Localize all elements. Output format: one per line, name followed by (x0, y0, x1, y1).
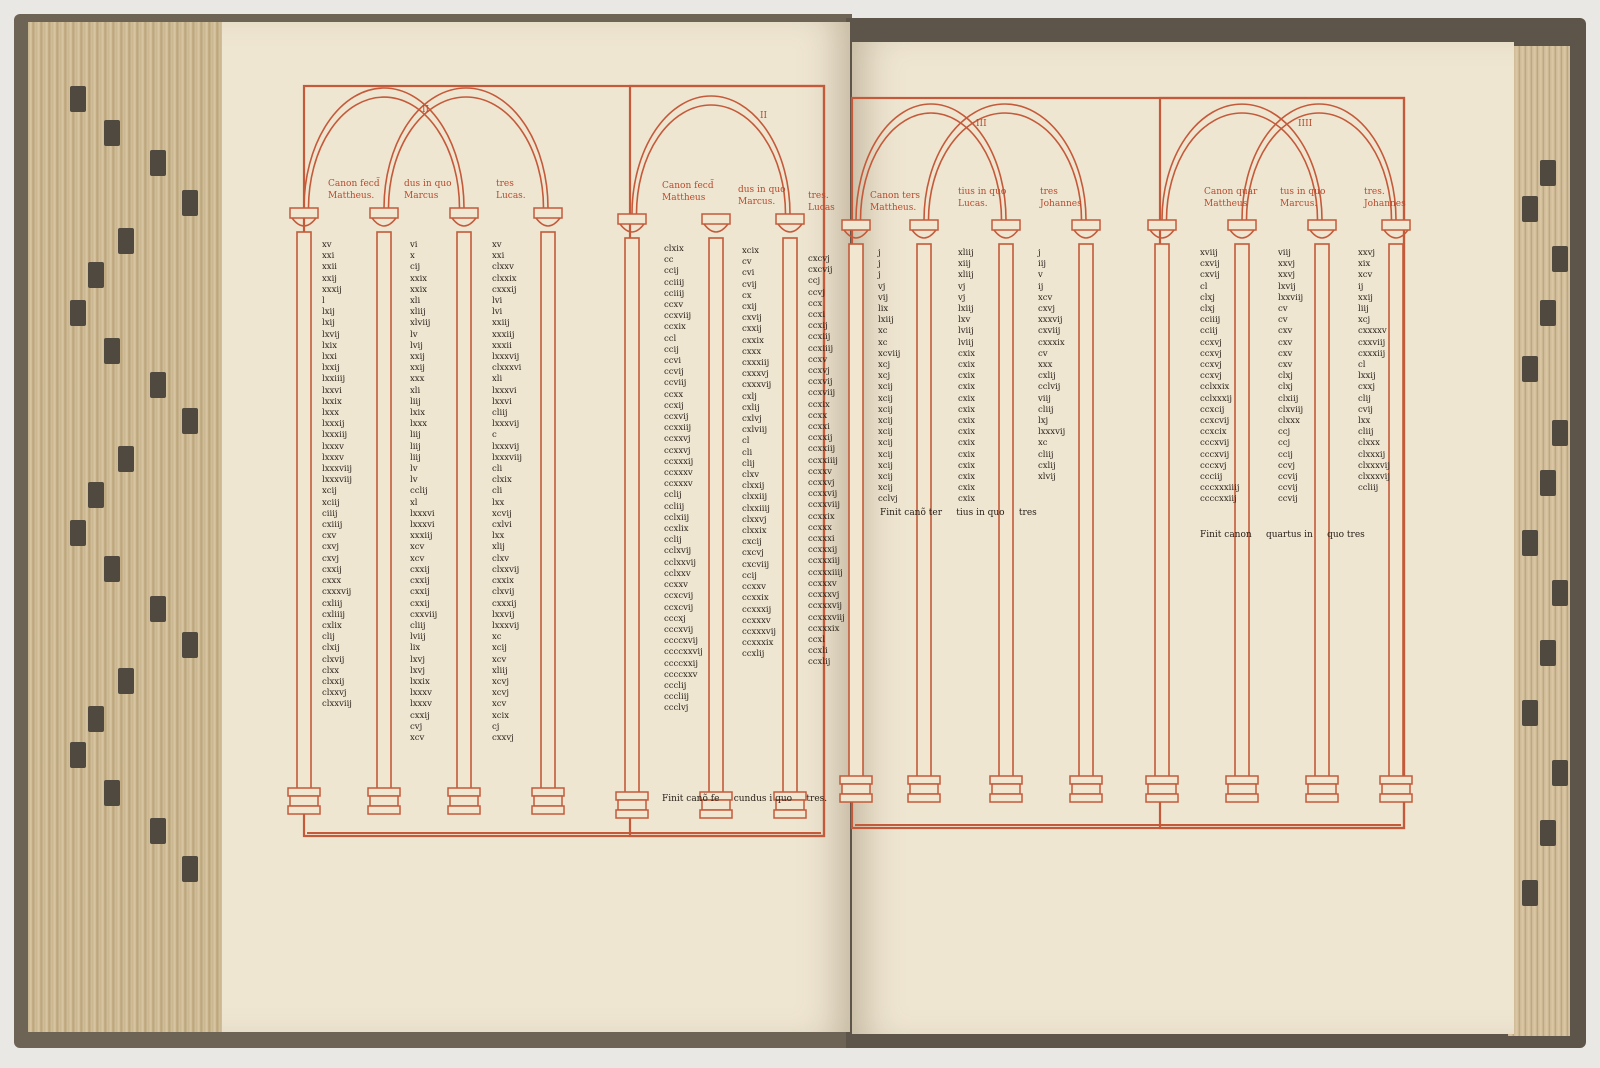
table-c-numeral: III (976, 119, 987, 129)
table-a-column-2: vi x cij xxix xxix xli xliij xlviij lv lvij xxij xxij xxx xli liij lxix lxxx liij liij liij lv lv cclij xl lxxxvi lxxxvi xxxiij xcv xcv cxxij cxxij cxxij cxxij cxxviij cliij lviij lix lxvj lxvj lxxix lxxxv lxxxv cxxij cvj xcv (410, 240, 438, 743)
table-a-column-3: xv xxi clxxv clxxix cxxxij lvi lvi xxiij xxxiij xxxii lxxxvij clxxxvi xli lxxxvi lxxvi cliij lxxxvij c lxxxvij lxxxviij cli clxix cli lxx xcvij cxlvi lxx xlij clxv clxxvij cxxix clxvij cxxxij lxxvij lxxxvij xc xcij xcv xliij xcvj xcvj xcv xcix cj cxxvj (492, 240, 522, 743)
table-c-column-1: j j j vj vij lix lxiij xc xc xcviij xcj xcj xcij xcij xcij xcij xcij xcij xcij xcij xcij xcij cclvj (878, 248, 901, 505)
right-page-frame (840, 98, 1412, 828)
table-c-column-3: j iij v ij xcv cxvj xxxvij cxviij cxxxix cv xxx cxlij cclvij viij cliij lxj lxxxvij xc cliij cxlij xlvij (1038, 248, 1066, 483)
table-b-numeral: II (760, 111, 768, 121)
table-a-heading-3: tres Lucas. (496, 179, 526, 201)
table-d-heading-1: Canon quar Mattheus (1204, 187, 1258, 209)
table-d-footer: Finit canon quartus in quo tres (1200, 530, 1365, 540)
table-b-column-2: xcix cv cvi cvij cx cxij cxvij cxxij cxxix cxxx cxxxiij cxxxvj cxxxvij cxlj cxlij cxlvj cxlviij cl cli clij clxv clxxij clxxiij clxxiiij clxxvj clxxix cxcij cxcvj cxcviij ccij ccxxv ccxxix ccxxxij ccxxxv ccxxxvij ccxxxix ccxlij (742, 246, 777, 660)
table-d-heading-2: tus in quo Marcus. (1280, 187, 1326, 209)
table-d-column-2: viij xxvj xxvj lxvij lxxviij cv cv cxv cxv cxv cxv clxj clxj clxiij clxviij clxxx ccj ccj ccij ccvj ccvij ccvij ccvij (1278, 248, 1304, 505)
table-c-heading-1: Canon ters Mattheus. (870, 191, 920, 213)
table-c-footer: Finit canõ ter tius in quo tres (880, 508, 1037, 518)
table-a-numeral: II (422, 105, 430, 115)
table-d-heading-3: tres. Johannes (1364, 187, 1406, 209)
table-b-heading-1: Canon fecd̃ Mattheus (662, 181, 714, 203)
table-b-heading-2: dus in quo Marcus. (738, 185, 786, 207)
table-a-heading-1: Canon fecd̃ Mattheus. (328, 179, 380, 201)
table-d-numeral: IIII (1298, 119, 1313, 129)
table-c-heading-3: tres Johannes (1040, 187, 1082, 209)
table-a-heading-2: dus in quo Marcus (404, 179, 452, 201)
table-b-column-1: clxix cc ccij cciiij cciiij ccxv ccxviij ccxix ccl ccij ccvi ccvij ccviij ccxx ccxij ccxvij ccxxiij ccxxvj ccxxvj ccxxxij ccxxxv ccxxxv cclij ccliij cclxiij ccxlix cclij cclxvij cclxxvij cclxxv ccxxv ccxcvij ccxcvij cccxj cccxvij ccccxvij ccccxxvij ccccxxij ccccxxv ccclij cccliij ccclvj (664, 244, 703, 714)
table-b-heading-3: tres. Lucas (808, 191, 835, 213)
table-a-column-1: xv xxi xxii xxij xxxij l lxij lxij lxvij lxix lxxi lxxij lxxiiij lxxvi lxxix lxxx lxxxij lxxxiij lxxxv lxxxv lxxxviij lxxxviij xcij xciij ciiij cxiiij cxv cxvj cxvj cxxij cxxx cxxxvij cxliij cxliiij cxlix clij clxij clxvij clxx clxxij clxxvj clxxviij (322, 240, 352, 710)
table-b-column-3: cxcvj cxcvij ccj ccvj ccx ccxi ccxij ccxiij ccxiiij ccxv ccxvj ccxvij ccxviij ccxix ccxx ccxxi ccxxij ccxxiij ccxxiiij ccxxv ccxxvj ccxxvij ccxxviij ccxxix ccxxx ccxxxi ccxxxij ccxxxiij ccxxxiiij ccxxxv ccxxxvj ccxxxvij ccxxxviij ccxxxix ccxl ccxli ccxlij (808, 254, 845, 668)
table-c-heading-2: tius in quo Lucas. (958, 187, 1007, 209)
table-d-column-1: xviij cxvij cxvij cl clxj clxj cciiij cciij ccxvj ccxvj ccxvj ccxvj cclxxix cclxxxij ccxcij ccxcvij ccxcix cccxvij cccxvij cccxvj ccciij cccxxxiiij ccccxxiij (1200, 248, 1240, 505)
table-b-footer: Finit canõ fe cundus i quo tres. (662, 794, 828, 804)
table-c-column-2: xliij xiij xliij vj vj lxiij lxv lviij lviij cxix cxix cxix cxix cxix cxix cxix cxix cxix cxix cxix cxix cxix cxix (958, 248, 976, 505)
table-d-column-3: xxvj xix xcv ij xxij liij xcj cxxxxv cxxviij cxxxiij cl lxxij cxxj clij cvij lxx cliij clxxx clxxxij clxxxvij clxxxvij ccliij (1358, 248, 1391, 494)
